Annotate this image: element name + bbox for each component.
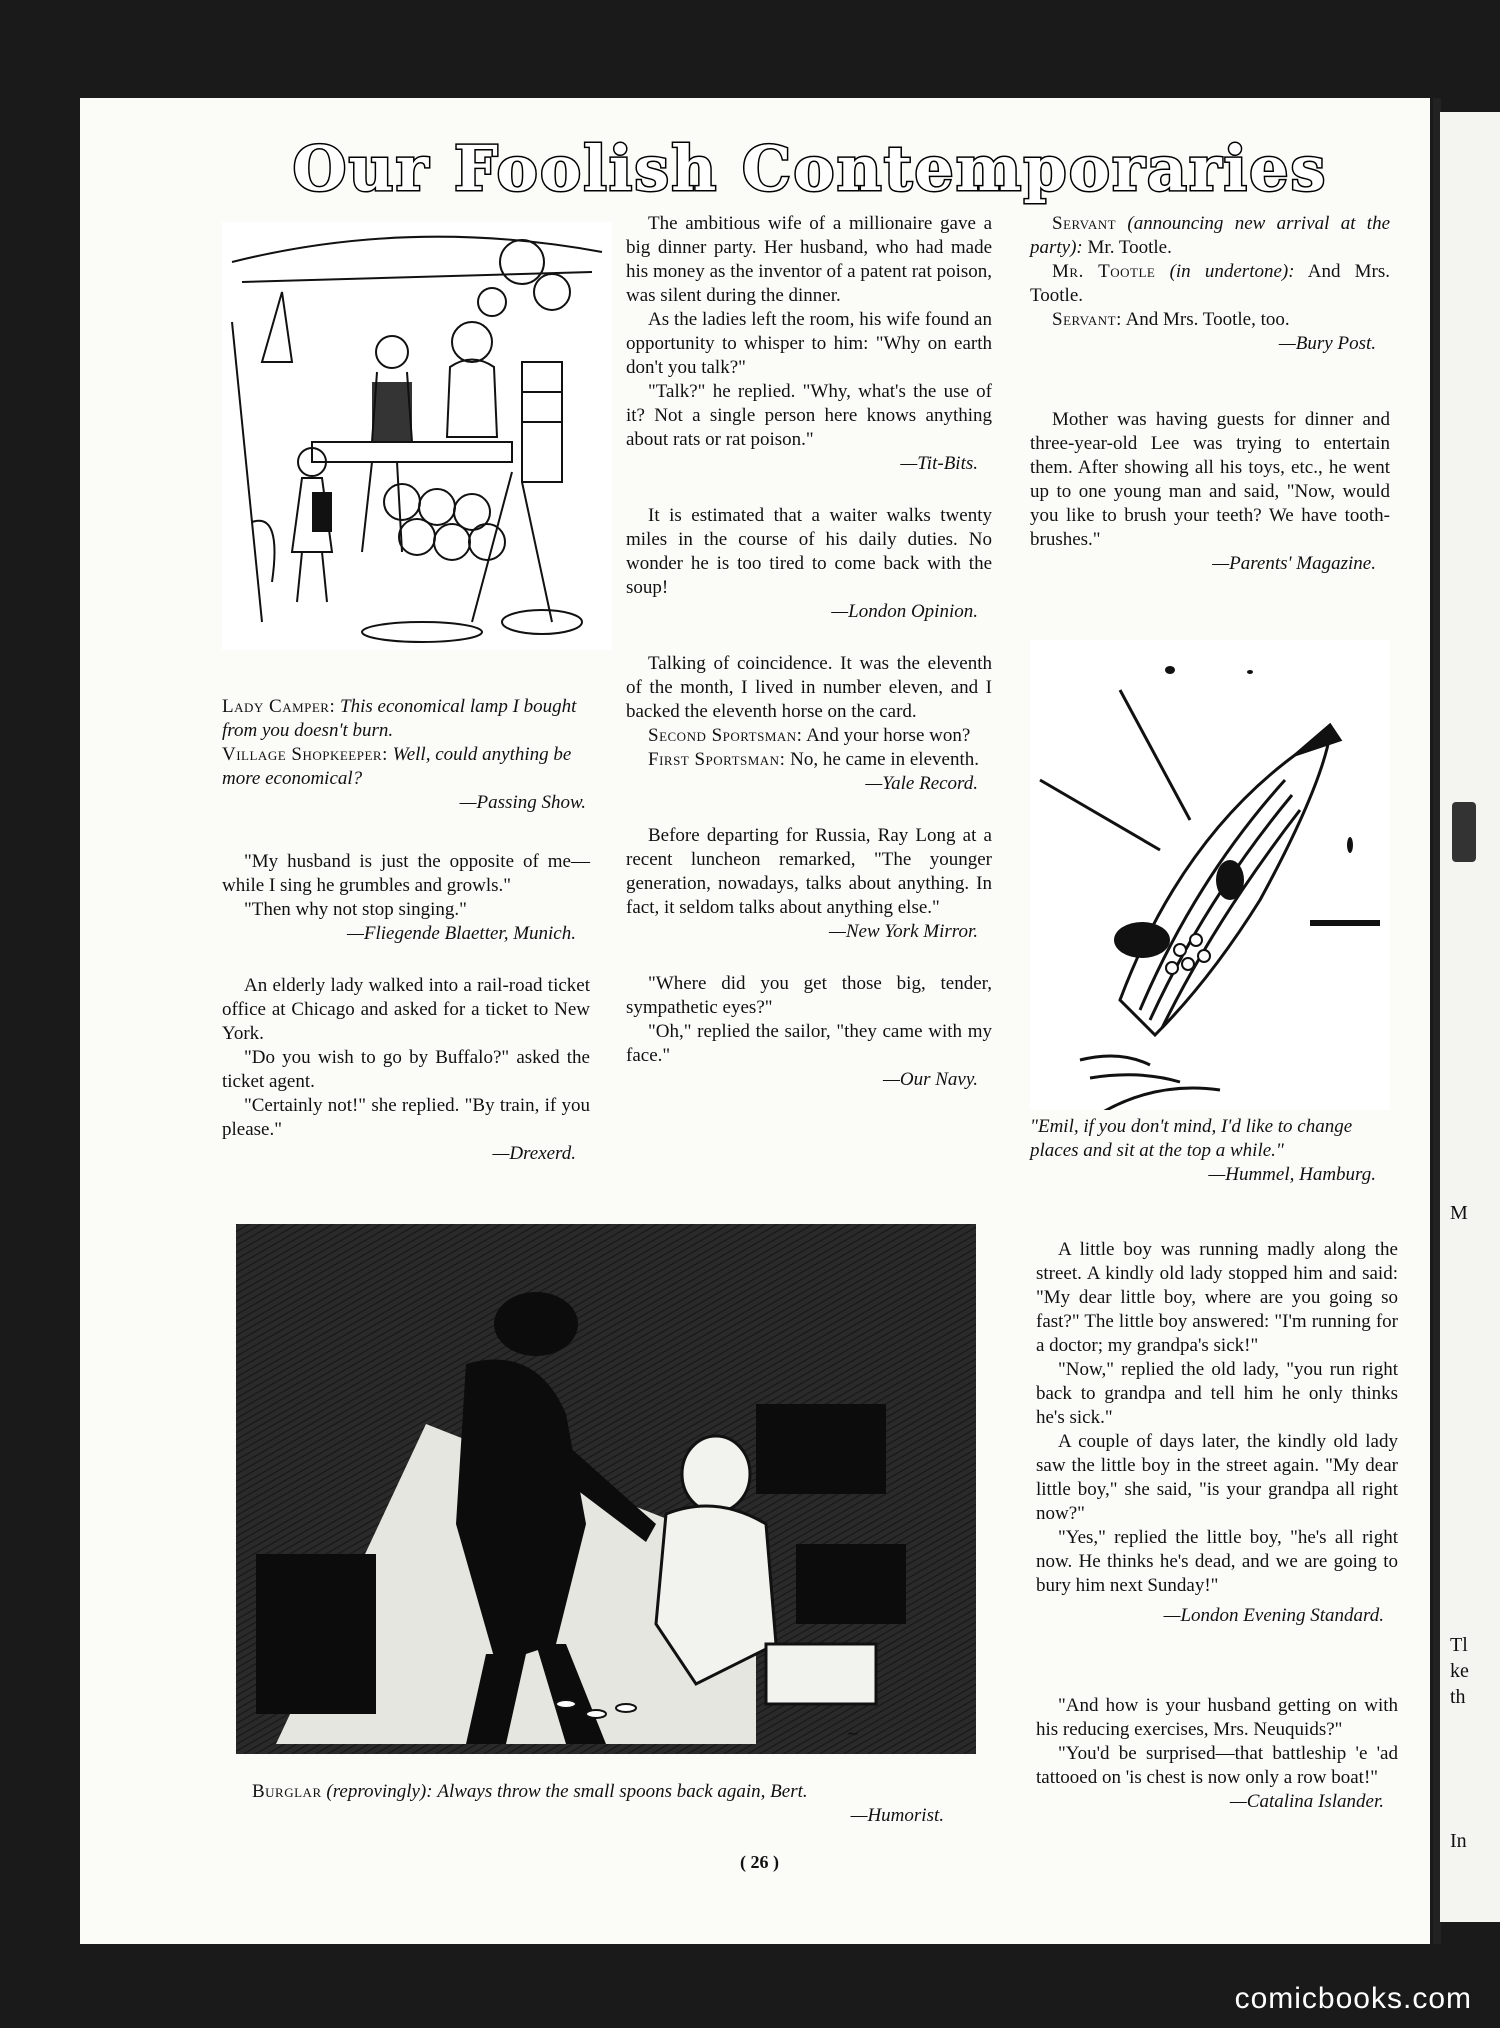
joke-paragraph: Mother was having guests for dinner and three-year-old Lee was trying to entertain them. After showing all his toys, etc., he went up to one young man and said, "Now, would you like to brush your teeth? We have tooth-brushes.": [1030, 409, 1390, 550]
shop-cartoon-drawing: [222, 222, 612, 650]
page-title: Our Foolish Contemporaries: [292, 132, 1328, 205]
joke-paragraph: "Talk?" he replied. "Why, what's the use of it? Not a single person here knows anything about rats or rat poison.": [626, 381, 992, 450]
dialogue-line: Mr. Tootle.: [1087, 237, 1172, 258]
facing-page-fragment: M: [1450, 1202, 1468, 1224]
caption-text: "Emil, if you don't mind, I'd like to change places and sit at the top a while.": [1030, 1116, 1353, 1161]
dialogue-line: And Mrs. Tootle.: [1030, 261, 1391, 306]
stage-direction: (reprovingly):: [326, 1781, 433, 1802]
facing-page-fragment: Tl: [1450, 1634, 1468, 1656]
joke-paragraph: "Yes," replied the little boy, "he's all right now. He thinks he's dead, and we are going to bury him next Sunday!": [1036, 1527, 1398, 1596]
joke-source: —Fliegende Blaetter, Munich.: [347, 923, 576, 944]
stage-direction: (in undertone):: [1169, 261, 1295, 282]
boat-cartoon-caption: [1030, 1115, 1390, 1187]
joke-paragraph: As the ladies left the room, his wife found an opportunity to whisper to him: "Why on earth don't you talk?": [626, 309, 992, 378]
joke: [1030, 212, 1390, 356]
joke-source: —Parents' Magazine.: [1212, 553, 1376, 574]
joke-paragraph: "Then why not stop singing.": [244, 899, 467, 920]
joke: [222, 850, 590, 946]
joke: [1036, 1694, 1398, 1814]
joke-paragraph: "Oh," replied the sailor, "they came with my face.": [626, 1021, 992, 1066]
joke-paragraph: "You'd be surprised—that battleship 'e 'ad tattooed on 'is chest is now only a row boat!": [1036, 1743, 1398, 1788]
dialogue-line: And Mrs. Tootle, too.: [1125, 309, 1290, 330]
joke-paragraph: "Do you wish to go by Buffalo?" asked the ticket agent.: [222, 1047, 590, 1092]
burglar-illustration: [236, 1224, 976, 1754]
joke: [626, 212, 992, 476]
speaker-label: Mr. Tootle: [1052, 261, 1156, 282]
joke: [626, 972, 992, 1092]
stage-direction: (announcing new arrival at the party):: [1030, 213, 1391, 258]
joke-source: —New York Mirror.: [828, 921, 978, 942]
column-3-top-jokes: [1030, 212, 1390, 604]
joke-paragraph: The ambitious wife of a millionaire gave a big dinner party. Her husband, who had made his money as the inventor of a patent rat poison, was silent during the dinner.: [626, 213, 992, 306]
burglar-cartoon-caption: [236, 1780, 976, 1828]
joke-paragraph: An elderly lady walked into a rail-road ticket office at Chicago and asked for a ticket to New York.: [222, 975, 590, 1044]
caption-speaker: Burglar: [252, 1781, 322, 1802]
joke: [626, 652, 992, 796]
joke-source: —London Opinion.: [831, 601, 978, 622]
column-1-jokes: [222, 850, 590, 1194]
joke-paragraph: A couple of days later, the kindly old lady saw the little boy in the street again. "My dear little boy," she said, "is your grandpa all right now?": [1036, 1431, 1398, 1524]
shop-illustration: [222, 222, 612, 650]
joke-paragraph: "My husband is just the opposite of me—while I sing he grumbles and growls.": [222, 851, 590, 896]
watermark: comicbooks.com: [1234, 1982, 1472, 2015]
boat-illustration: [1030, 640, 1390, 1110]
facing-page-fragment: th: [1450, 1686, 1466, 1708]
facing-page-edge: [1440, 112, 1500, 1922]
shop-cartoon-caption: [222, 695, 600, 815]
joke-paragraph: A little boy was running madly along the street. A kindly old lady stopped him and said: "My dear little boy, where are you going so fast?" The little boy answered: "I'm running for a doctor; my grandpa's sick!": [1036, 1239, 1398, 1356]
joke-source: —Bury Post.: [1278, 333, 1376, 354]
dialogue-line: And your horse won?: [806, 725, 971, 746]
joke-source: —Our Navy.: [883, 1069, 978, 1090]
joke-paragraph: "Now," replied the old lady, "you run right back to grandpa and tell him he only thinks he's sick.": [1036, 1359, 1398, 1428]
joke: [1036, 1238, 1398, 1628]
facing-page-fragment: ke: [1450, 1660, 1469, 1682]
speaker-label: Servant:: [1052, 309, 1122, 330]
joke-paragraph: "Certainly not!" she replied. "By train, if you please.": [222, 1095, 590, 1140]
joke: [626, 824, 992, 944]
joke-source: —Drexerd.: [492, 1143, 576, 1164]
joke-source: —Catalina Islander.: [1229, 1791, 1384, 1812]
caption-speaker: Village Shopkeeper:: [222, 744, 388, 765]
joke-paragraph: Before departing for Russia, Ray Long at a recent luncheon remarked, "The younger generation, nowadays, talks about anything. In fact, it seldom talks about anything else.": [626, 825, 992, 918]
caption-speaker: Lady Camper:: [222, 696, 336, 717]
page-number: ( 26 ): [740, 1852, 779, 1872]
boat-cartoon-drawing: [1030, 640, 1390, 1110]
caption-source: —Hummel, Hamburg.: [1208, 1164, 1376, 1185]
caption-source: —Humorist.: [850, 1805, 944, 1826]
joke: [222, 974, 590, 1166]
speaker-label: First Sportsman:: [648, 749, 786, 770]
caption-line: This economical lamp I bought from you doesn't burn.: [222, 696, 577, 741]
joke-paragraph: It is estimated that a waiter walks twenty miles in the course of his daily duties. No wonder he is too tired to come back with the soup!: [626, 505, 992, 598]
column-3-bottom-jokes: [1036, 1238, 1398, 1842]
joke: [1030, 408, 1390, 576]
joke-paragraph: Talking of coincidence. It was the eleventh of the month, I lived in number eleven, and I backed the eleventh horse on the card.: [626, 653, 992, 722]
joke-source: —London Evening Standard.: [1163, 1605, 1384, 1626]
caption-source: —Passing Show.: [459, 792, 586, 813]
facing-page-illustration-fragment: [1452, 802, 1476, 862]
speaker-label: Second Sportsman:: [648, 725, 803, 746]
caption-line: Always throw the small spoons back again, Bert.: [437, 1781, 808, 1802]
burglar-cartoon-drawing: [236, 1224, 976, 1754]
joke-source: —Tit-Bits.: [900, 453, 978, 474]
joke-paragraph: "Where did you get those big, tender, sympathetic eyes?": [626, 973, 992, 1018]
joke-paragraph: "And how is your husband getting on with his reducing exercises, Mrs. Neuquids?": [1036, 1695, 1398, 1740]
speaker-label: Servant: [1052, 213, 1117, 234]
caption-line: Well, could anything be more economical?: [222, 744, 572, 789]
column-2-jokes: [626, 212, 992, 1120]
joke: [626, 504, 992, 624]
artist-signature: ~: [846, 1724, 860, 1743]
facing-page-fragment: In: [1450, 1830, 1467, 1852]
dialogue-line: No, he came in eleventh.: [790, 749, 979, 770]
joke-source: —Yale Record.: [865, 773, 978, 794]
